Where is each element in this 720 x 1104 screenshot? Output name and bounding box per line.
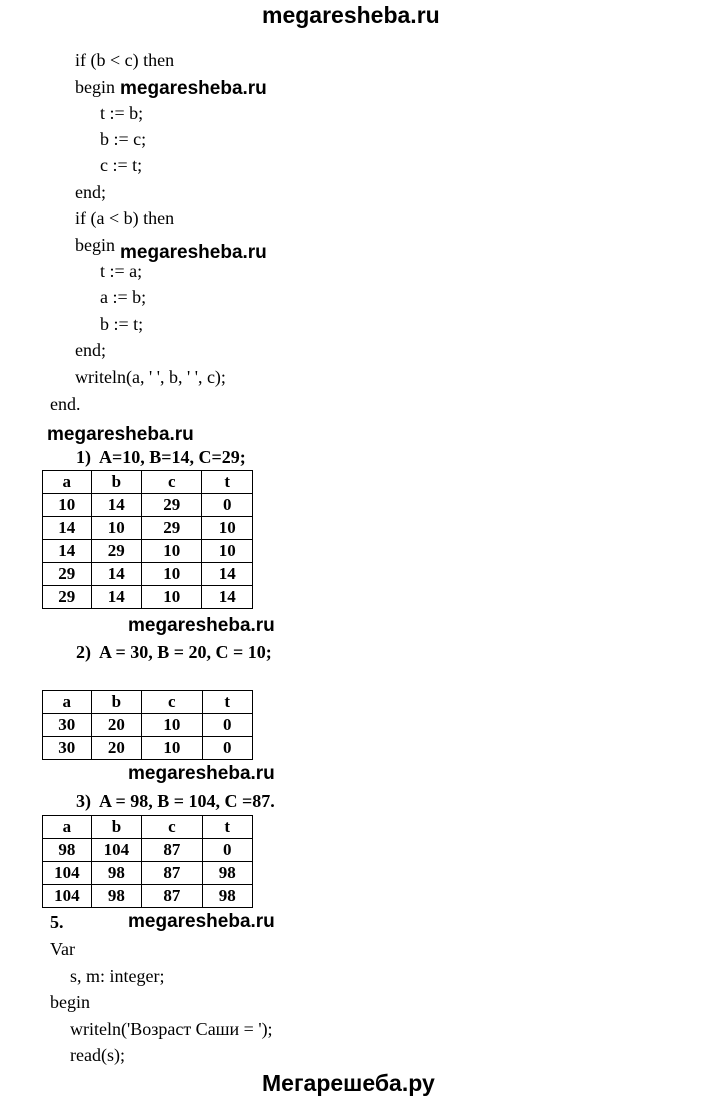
- table-row: [43, 517, 253, 540]
- column-header: t: [202, 471, 253, 494]
- table-cell: 104: [91, 839, 142, 862]
- code-line: begin: [75, 235, 115, 255]
- table-cell: 10: [142, 586, 202, 609]
- code-line: Var: [50, 939, 75, 959]
- column-header: c: [142, 816, 202, 839]
- trace-table: [42, 690, 253, 760]
- table-cell: 29: [43, 586, 92, 609]
- column-header: b: [91, 816, 142, 839]
- table-row: [43, 540, 253, 563]
- column-header: b: [91, 691, 142, 714]
- code-line: end;: [75, 182, 106, 202]
- table-cell: 30: [43, 714, 92, 737]
- task-heading: 3) A = 98, B = 104, C =87.: [76, 791, 275, 811]
- table-row: [43, 839, 253, 862]
- table-cell: 10: [202, 517, 253, 540]
- table-cell: 0: [202, 714, 252, 737]
- table-cell: 14: [91, 563, 142, 586]
- column-header: a: [43, 471, 92, 494]
- table-cell: 14: [91, 494, 142, 517]
- table-cell: 10: [91, 517, 142, 540]
- code-line: writeln('Возраст Саши = ');: [70, 1019, 273, 1039]
- table-cell: 87: [142, 885, 202, 908]
- trace-table: [42, 815, 253, 908]
- table-cell: 10: [43, 494, 92, 517]
- column-header: t: [202, 691, 252, 714]
- code-line: c := t;: [100, 155, 143, 175]
- table-cell: 29: [142, 517, 202, 540]
- table-row: [43, 563, 253, 586]
- table-cell: 10: [142, 540, 202, 563]
- table-row: [43, 586, 253, 609]
- table-cell: 10: [142, 714, 202, 737]
- column-header: c: [142, 471, 202, 494]
- code-line: begin: [75, 77, 115, 97]
- table-cell: 98: [91, 885, 142, 908]
- column-header: t: [202, 816, 252, 839]
- table-header-row: [43, 816, 253, 839]
- code-line: end.: [50, 394, 81, 414]
- table-cell: 87: [142, 862, 202, 885]
- code-line: b := t;: [100, 314, 144, 334]
- task-heading: 2) A = 30, B = 20, C = 10;: [76, 642, 272, 662]
- site-footer: Мегарешеба.ру: [262, 1070, 435, 1096]
- table-cell: 29: [91, 540, 142, 563]
- table-header-row: [43, 471, 253, 494]
- column-header: a: [43, 816, 92, 839]
- table-row: [43, 885, 253, 908]
- table-cell: 104: [43, 885, 92, 908]
- site-header: megaresheba.ru: [262, 2, 440, 28]
- table-cell: 10: [202, 540, 253, 563]
- table-cell: 14: [91, 586, 142, 609]
- watermark: megaresheba.ru: [120, 242, 267, 263]
- table-cell: 10: [142, 737, 202, 760]
- table-cell: 29: [142, 494, 202, 517]
- table-cell: 14: [43, 540, 92, 563]
- code-line: t := b;: [100, 103, 144, 123]
- watermark: megaresheba.ru: [120, 78, 267, 99]
- table-cell: 14: [43, 517, 92, 540]
- table-cell: 0: [202, 737, 252, 760]
- column-header: b: [91, 471, 142, 494]
- table-header-row: [43, 691, 253, 714]
- code-line: s, m: integer;: [70, 966, 165, 986]
- code-line: t := a;: [100, 261, 143, 281]
- code-line: if (a < b) then: [75, 208, 175, 228]
- table-row: [43, 737, 253, 760]
- code-line: read(s);: [70, 1045, 125, 1065]
- column-header: a: [43, 691, 92, 714]
- watermark: megaresheba.ru: [128, 615, 275, 636]
- table-row: [43, 714, 253, 737]
- table-cell: 98: [202, 885, 252, 908]
- table-cell: 98: [202, 862, 252, 885]
- code-line: begin: [50, 992, 90, 1012]
- table-cell: 10: [142, 563, 202, 586]
- table-cell: 30: [43, 737, 92, 760]
- table-row: [43, 494, 253, 517]
- watermark: megaresheba.ru: [128, 911, 275, 932]
- task-heading: 1) A=10, B=14, C=29;: [76, 447, 246, 467]
- table-cell: 20: [91, 737, 142, 760]
- table-row: [43, 862, 253, 885]
- table-cell: 98: [43, 839, 92, 862]
- table-cell: 87: [142, 839, 202, 862]
- code-line: end;: [75, 340, 106, 360]
- table-cell: 104: [43, 862, 92, 885]
- table-cell: 20: [91, 714, 142, 737]
- watermark: megaresheba.ru: [47, 424, 194, 445]
- table-cell: 0: [202, 494, 253, 517]
- column-header: c: [142, 691, 202, 714]
- code-line: writeln(a, ' ', b, ' ', c);: [75, 367, 226, 387]
- watermark: megaresheba.ru: [128, 763, 275, 784]
- table-cell: 0: [202, 839, 252, 862]
- table-cell: 29: [43, 563, 92, 586]
- task-number: 5.: [50, 912, 64, 932]
- code-line: b := c;: [100, 129, 147, 149]
- table-cell: 98: [91, 862, 142, 885]
- trace-table: [42, 470, 253, 609]
- table-cell: 14: [202, 586, 253, 609]
- code-line: if (b < c) then: [75, 50, 175, 70]
- code-line: a := b;: [100, 287, 147, 307]
- table-cell: 14: [202, 563, 253, 586]
